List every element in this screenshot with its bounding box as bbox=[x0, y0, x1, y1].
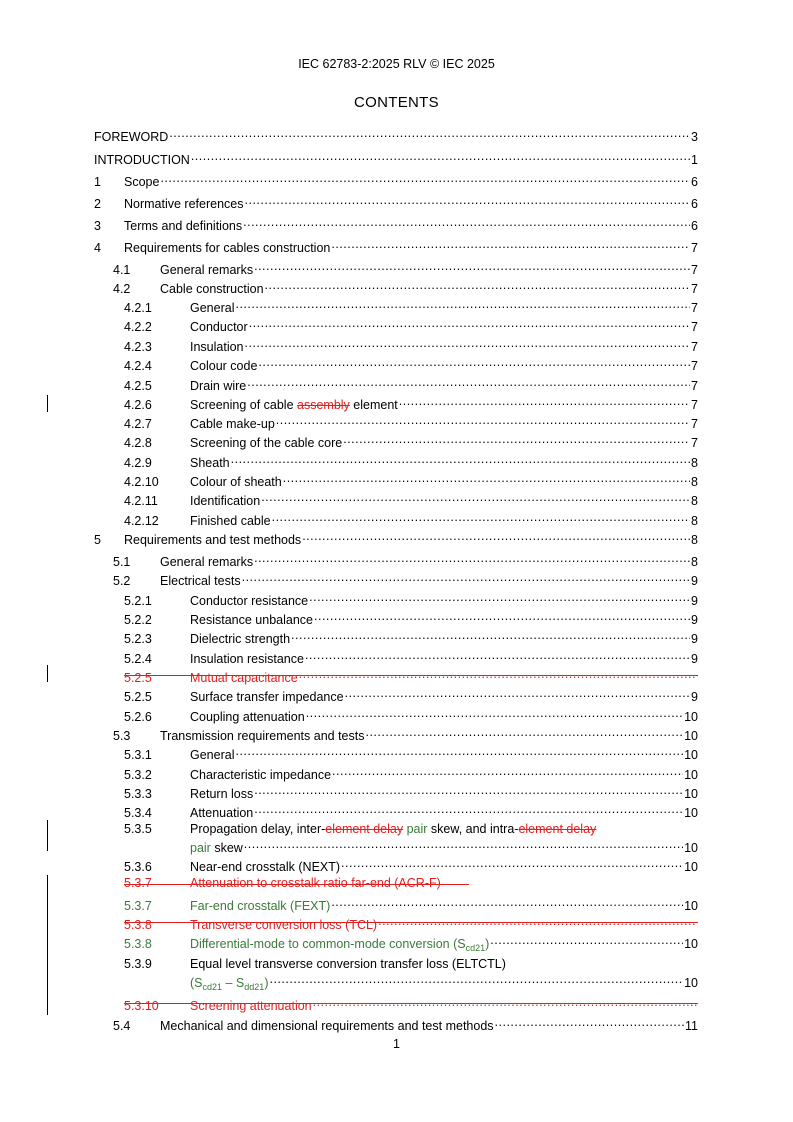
toc-entry-page: 10 bbox=[684, 860, 698, 874]
toc-entry[interactable] bbox=[94, 193, 698, 211]
toc-entry-text: Equal level transverse conversion transfer loss (ELTCTL) bbox=[190, 957, 506, 971]
document-header: IEC 62783-2:2025 RLV © IEC 2025 bbox=[298, 57, 495, 71]
toc-entry-number: 4 bbox=[94, 241, 101, 255]
toc-entry-number: 5.1 bbox=[113, 555, 131, 569]
toc-leader bbox=[305, 648, 690, 663]
toc-entry-deleted bbox=[124, 995, 698, 1013]
toc-entry-text: General bbox=[190, 301, 235, 315]
toc-entry-text: General remarks bbox=[160, 555, 254, 569]
toc-entry-foreword[interactable] bbox=[94, 126, 698, 144]
toc-entry-text: Scope bbox=[124, 175, 160, 189]
toc-entry-text: Colour of sheath bbox=[190, 475, 282, 489]
toc-entry-text: Far-end crosstalk (FEXT) bbox=[190, 899, 331, 913]
toc-leader bbox=[254, 802, 683, 817]
toc-entry-page: 6 bbox=[691, 219, 698, 233]
toc-entry-page: 8 bbox=[691, 533, 698, 547]
toc-entry-page: 8 bbox=[691, 555, 698, 569]
strikethrough-line bbox=[124, 1003, 698, 1004]
toc-entry-page: 8 bbox=[691, 475, 698, 489]
toc-entry-multiline-number[interactable] bbox=[124, 822, 190, 837]
toc-entry[interactable] bbox=[124, 375, 698, 393]
toc-entry-text bbox=[190, 976, 268, 995]
toc-entry-page: 10 bbox=[684, 841, 698, 855]
toc-entry[interactable] bbox=[113, 570, 698, 588]
toc-entry-text: Cable make-up bbox=[190, 417, 275, 431]
toc-entry-text: Characteristic impedance bbox=[190, 768, 332, 782]
toc-leader bbox=[302, 529, 690, 544]
toc-entry-multiline-line1[interactable] bbox=[190, 822, 596, 837]
text-part: – S bbox=[222, 976, 245, 990]
toc-entry-multiline-line2[interactable] bbox=[190, 972, 698, 992]
text-part: ) bbox=[264, 976, 269, 990]
toc-entry-page: 7 bbox=[691, 359, 698, 373]
toc-entry-deleted bbox=[124, 914, 698, 932]
toc-entry-page: 9 bbox=[691, 594, 698, 608]
toc-entry-text: Drain wire bbox=[190, 379, 247, 393]
deleted-text: element delay bbox=[325, 822, 404, 836]
toc-entry-page: 6 bbox=[691, 175, 698, 189]
toc-leader bbox=[160, 171, 690, 186]
toc-entry-number: 4.1 bbox=[113, 263, 131, 277]
toc-entry-number: 5.2.3 bbox=[124, 632, 152, 646]
toc-entry-number: 5.4 bbox=[113, 1019, 131, 1033]
toc-entry-page: 8 bbox=[691, 494, 698, 508]
toc-entry-page: 7 bbox=[691, 301, 698, 315]
toc-entry-number: 4.2.4 bbox=[124, 359, 152, 373]
toc-entry-number: 5.3.8 bbox=[124, 937, 152, 951]
toc-entry-number: 4.2.11 bbox=[124, 494, 158, 508]
toc-entry-number: 4.2.9 bbox=[124, 456, 152, 470]
subscript: cd21 bbox=[465, 943, 486, 953]
toc-entry-text: Resistance unbalance bbox=[190, 613, 313, 627]
toc-leader bbox=[291, 628, 690, 643]
toc-entry-text: Requirements for cables construction bbox=[124, 241, 331, 255]
subscript: dd21 bbox=[244, 982, 265, 992]
toc-entry-text: FOREWORD bbox=[94, 130, 169, 144]
text-part: Propagation delay, inter- bbox=[190, 822, 326, 836]
toc-leader bbox=[341, 856, 683, 871]
toc-leader bbox=[235, 744, 683, 759]
text-part: Screening of cable bbox=[190, 398, 298, 412]
deleted-text: assembly bbox=[297, 398, 350, 412]
toc-entry-number: 4.2.5 bbox=[124, 379, 152, 393]
toc-entry[interactable] bbox=[124, 394, 698, 412]
toc-leader bbox=[231, 452, 690, 467]
toc-entry-text: INTRODUCTION bbox=[94, 153, 190, 167]
toc-entry-number: 5.2.5 bbox=[124, 690, 152, 704]
toc-entry[interactable] bbox=[94, 237, 698, 255]
toc-entry[interactable] bbox=[124, 336, 698, 354]
toc-entry-text: Conductor bbox=[190, 320, 248, 334]
toc-entry[interactable] bbox=[113, 725, 698, 743]
strikethrough-line bbox=[124, 922, 698, 923]
toc-leader bbox=[283, 471, 690, 486]
toc-entry-page: 7 bbox=[691, 241, 698, 255]
toc-leader bbox=[314, 609, 690, 624]
toc-entry-number: 5.2.5 bbox=[124, 671, 152, 685]
toc-entry-text: Return loss bbox=[190, 787, 254, 801]
toc-entry[interactable] bbox=[124, 297, 698, 315]
toc-leader bbox=[244, 837, 683, 852]
toc-leader bbox=[399, 394, 690, 409]
toc-entry-number: 5.3.7 bbox=[124, 876, 152, 890]
toc-entry-number: 4.2.3 bbox=[124, 340, 152, 354]
toc-entry-text: Terms and definitions bbox=[124, 219, 243, 233]
toc-leader bbox=[245, 336, 691, 351]
toc-leader bbox=[254, 783, 683, 798]
toc-entry-number: 4.2.6 bbox=[124, 398, 152, 412]
toc-leader bbox=[332, 764, 683, 779]
toc-leader bbox=[331, 895, 683, 910]
toc-entry-inserted[interactable] bbox=[124, 895, 698, 913]
toc-entry-text: Transmission requirements and tests bbox=[160, 729, 365, 743]
toc-entry-number: 5.2.2 bbox=[124, 613, 152, 627]
toc-entry-text: Insulation resistance bbox=[190, 652, 304, 666]
toc-entry-page: 10 bbox=[684, 899, 698, 913]
toc-entry-page: 10 bbox=[684, 729, 698, 743]
toc-leader bbox=[309, 590, 690, 605]
toc-entry[interactable] bbox=[124, 452, 698, 470]
toc-entry-text: Screening of the cable core bbox=[190, 436, 343, 450]
toc-entry-number: 5.3.6 bbox=[124, 860, 152, 874]
toc-entry[interactable] bbox=[124, 590, 698, 608]
toc-entry-text: Surface transfer impedance bbox=[190, 690, 344, 704]
text-part: skew, and intra- bbox=[427, 822, 519, 836]
text-part: element bbox=[349, 398, 398, 412]
toc-entry-inserted[interactable] bbox=[124, 933, 698, 953]
toc-entry-page: 10 bbox=[684, 806, 698, 820]
toc-entry[interactable] bbox=[113, 278, 698, 296]
toc-entry[interactable] bbox=[124, 648, 698, 666]
toc-entry[interactable] bbox=[113, 259, 698, 277]
toc-entry-number: 4.2 bbox=[113, 282, 131, 296]
toc-leader bbox=[276, 413, 690, 428]
toc-leader bbox=[191, 149, 690, 164]
toc-entry-number: 4.2.2 bbox=[124, 320, 152, 334]
toc-entry-page: 7 bbox=[691, 263, 698, 277]
toc-entry-multiline-line1[interactable] bbox=[190, 957, 506, 972]
toc-entry-page: 10 bbox=[684, 787, 698, 801]
toc-leader bbox=[169, 126, 690, 141]
toc-entry[interactable] bbox=[124, 783, 698, 801]
toc-entry[interactable] bbox=[124, 316, 698, 334]
toc-entry-page: 9 bbox=[691, 613, 698, 627]
toc-entry-text: Requirements and test methods bbox=[124, 533, 302, 547]
toc-entry-page: 11 bbox=[685, 1019, 698, 1033]
toc-entry[interactable] bbox=[124, 744, 698, 762]
toc-leader bbox=[261, 490, 690, 505]
toc-entry[interactable] bbox=[124, 609, 698, 627]
toc-entry-number: 1 bbox=[94, 175, 101, 189]
text-part: (S bbox=[190, 976, 203, 990]
toc-entry-number: 5.3.4 bbox=[124, 806, 152, 820]
toc-entry-page: 9 bbox=[691, 690, 698, 704]
toc-leader bbox=[265, 278, 691, 293]
toc-entry[interactable] bbox=[124, 510, 698, 528]
toc-leader bbox=[242, 570, 690, 585]
toc-entry-text: Sheath bbox=[190, 456, 230, 470]
toc-leader bbox=[258, 355, 690, 370]
toc-entry-multiline-number[interactable] bbox=[124, 957, 190, 972]
toc-entry-text bbox=[190, 841, 243, 856]
toc-entry-number: 5.3 bbox=[113, 729, 131, 743]
toc-entry-text: Finished cable bbox=[190, 514, 271, 528]
toc-entry-page: 8 bbox=[691, 514, 698, 528]
toc-leader bbox=[243, 215, 690, 230]
toc-entry-page: 9 bbox=[691, 632, 698, 646]
toc-entry-text: Mechanical and dimensional requirements and test methods bbox=[160, 1019, 494, 1033]
toc-entry-number: 5.3.7 bbox=[124, 899, 152, 913]
toc-entry-number: 5.2.6 bbox=[124, 710, 152, 724]
toc-entry-page: 1 bbox=[691, 153, 698, 167]
strikethrough-line bbox=[124, 884, 469, 885]
toc-entry-text: Conductor resistance bbox=[190, 594, 309, 608]
toc-entry-text: Colour code bbox=[190, 359, 258, 373]
toc-entry-number: 5.3.8 bbox=[124, 918, 152, 932]
toc-entry-page: 10 bbox=[684, 768, 698, 782]
toc-entry-number: 5 bbox=[94, 533, 101, 547]
toc-entry-page: 7 bbox=[691, 398, 698, 412]
toc-entry-number: 2 bbox=[94, 197, 101, 211]
toc-entry[interactable] bbox=[124, 355, 698, 373]
toc-entry-text: Identification bbox=[190, 494, 261, 508]
toc-entry-text: Normative references bbox=[124, 197, 244, 211]
toc-entry[interactable] bbox=[113, 1015, 698, 1033]
toc-entry-page: 10 bbox=[684, 748, 698, 762]
toc-entry-text: Attenuation to crosstalk ratio far-end (ACR-F) bbox=[190, 876, 441, 890]
toc-entry-number: 5.2.1 bbox=[124, 594, 152, 608]
page-title: CONTENTS bbox=[354, 94, 439, 111]
toc-entry[interactable] bbox=[124, 471, 698, 489]
toc-leader bbox=[235, 297, 690, 312]
toc-entry-text: General bbox=[190, 748, 235, 762]
toc-entry-page: 7 bbox=[691, 320, 698, 334]
toc-entry-text: Attenuation bbox=[190, 806, 254, 820]
strikethrough-line bbox=[124, 675, 698, 676]
page-number: 1 bbox=[393, 1037, 400, 1051]
toc-entry-text bbox=[190, 937, 489, 956]
toc-entry-number: 3 bbox=[94, 219, 101, 233]
toc-entry-number: 5.3.3 bbox=[124, 787, 152, 801]
toc-entry-text: Insulation bbox=[190, 340, 244, 354]
toc-entry[interactable] bbox=[124, 802, 698, 820]
toc-entry[interactable] bbox=[124, 764, 698, 782]
inserted-text: pair bbox=[403, 822, 428, 836]
toc-leader bbox=[254, 259, 690, 274]
toc-entry-number: 5.2.4 bbox=[124, 652, 152, 666]
toc-entry-number: 5.2 bbox=[113, 574, 131, 588]
toc-entry-text bbox=[190, 398, 398, 413]
toc-entry-page: 7 bbox=[691, 282, 698, 296]
toc-entry-page: 7 bbox=[691, 417, 698, 431]
toc-entry[interactable] bbox=[113, 551, 698, 569]
toc-entry-text: Mutual capacitance bbox=[190, 671, 298, 685]
toc-entry-text: General remarks bbox=[160, 263, 254, 277]
toc-entry[interactable] bbox=[124, 686, 698, 704]
toc-entry-deleted bbox=[124, 667, 698, 685]
toc-entry-page: 10 bbox=[684, 937, 698, 951]
toc-entry-number: 4.2.7 bbox=[124, 417, 152, 431]
toc-leader bbox=[247, 375, 690, 390]
toc-leader bbox=[365, 725, 683, 740]
toc-entry-number: 5.3.1 bbox=[124, 748, 152, 762]
toc-entry-text: Transverse conversion loss (TCL) bbox=[190, 918, 378, 932]
toc-entry-page: 6 bbox=[691, 197, 698, 211]
toc-entry-text: Near-end crosstalk (NEXT) bbox=[190, 860, 341, 874]
toc-entry[interactable] bbox=[124, 432, 698, 450]
toc-entry-number: 5.3.2 bbox=[124, 768, 152, 782]
toc-entry[interactable] bbox=[94, 171, 698, 189]
toc-entry-page: 7 bbox=[691, 436, 698, 450]
toc-entry[interactable] bbox=[124, 856, 698, 874]
toc-entry-page: 10 bbox=[684, 976, 698, 990]
toc-entry-text: Dielectric strength bbox=[190, 632, 291, 646]
text-part: skew bbox=[210, 841, 243, 855]
toc-entry-deleted bbox=[124, 876, 469, 891]
toc-entry-page: 9 bbox=[691, 574, 698, 588]
toc-leader bbox=[249, 316, 690, 331]
toc-entry-text: Coupling attenuation bbox=[190, 710, 305, 724]
toc-entry[interactable] bbox=[124, 413, 698, 431]
toc-leader bbox=[343, 432, 690, 447]
toc-leader bbox=[272, 510, 690, 525]
inserted-text: pair bbox=[190, 841, 211, 855]
toc-entry-number: 4.2.1 bbox=[124, 301, 152, 315]
toc-entry-page: 7 bbox=[691, 379, 698, 393]
toc-entry-page: 10 bbox=[684, 710, 698, 724]
text-part: ) bbox=[485, 937, 490, 951]
toc-entry[interactable] bbox=[94, 215, 698, 233]
toc-entry-text: Screening attenuation bbox=[190, 999, 312, 1013]
toc-entry-text: Cable construction bbox=[160, 282, 264, 296]
toc-leader bbox=[331, 237, 690, 252]
toc-entry[interactable] bbox=[124, 490, 698, 508]
toc-entry-number: 4.2.8 bbox=[124, 436, 152, 450]
toc-entry-number: 4.2.10 bbox=[124, 475, 159, 489]
toc-entry-page: 3 bbox=[691, 130, 698, 144]
toc-leader bbox=[245, 193, 691, 208]
toc-leader bbox=[490, 933, 683, 948]
toc-leader bbox=[495, 1015, 684, 1030]
toc-entry-introduction[interactable] bbox=[94, 149, 698, 167]
toc-leader bbox=[345, 686, 690, 701]
toc-entry-number: 5.3.9 bbox=[124, 957, 152, 971]
toc-entry-page: 7 bbox=[691, 340, 698, 354]
toc-entry[interactable] bbox=[94, 529, 698, 547]
toc-entry-number: 5.3.5 bbox=[124, 822, 152, 836]
toc-entry-multiline-line2[interactable] bbox=[190, 837, 698, 855]
toc-leader bbox=[254, 551, 690, 566]
toc-leader bbox=[306, 706, 683, 721]
toc-entry[interactable] bbox=[124, 628, 698, 646]
toc-leader bbox=[269, 972, 683, 987]
toc-entry-number: 5.3.10 bbox=[124, 999, 159, 1013]
toc-entry-page: 9 bbox=[691, 652, 698, 666]
toc-entry-text: Electrical tests bbox=[160, 574, 241, 588]
text-part: Differential-mode to common-mode conversion (S bbox=[190, 937, 466, 951]
subscript: cd21 bbox=[202, 982, 223, 992]
toc-entry-number: 4.2.12 bbox=[124, 514, 159, 528]
toc-entry-page: 8 bbox=[691, 456, 698, 470]
toc-entry[interactable] bbox=[124, 706, 698, 724]
deleted-text: element delay bbox=[518, 822, 597, 836]
